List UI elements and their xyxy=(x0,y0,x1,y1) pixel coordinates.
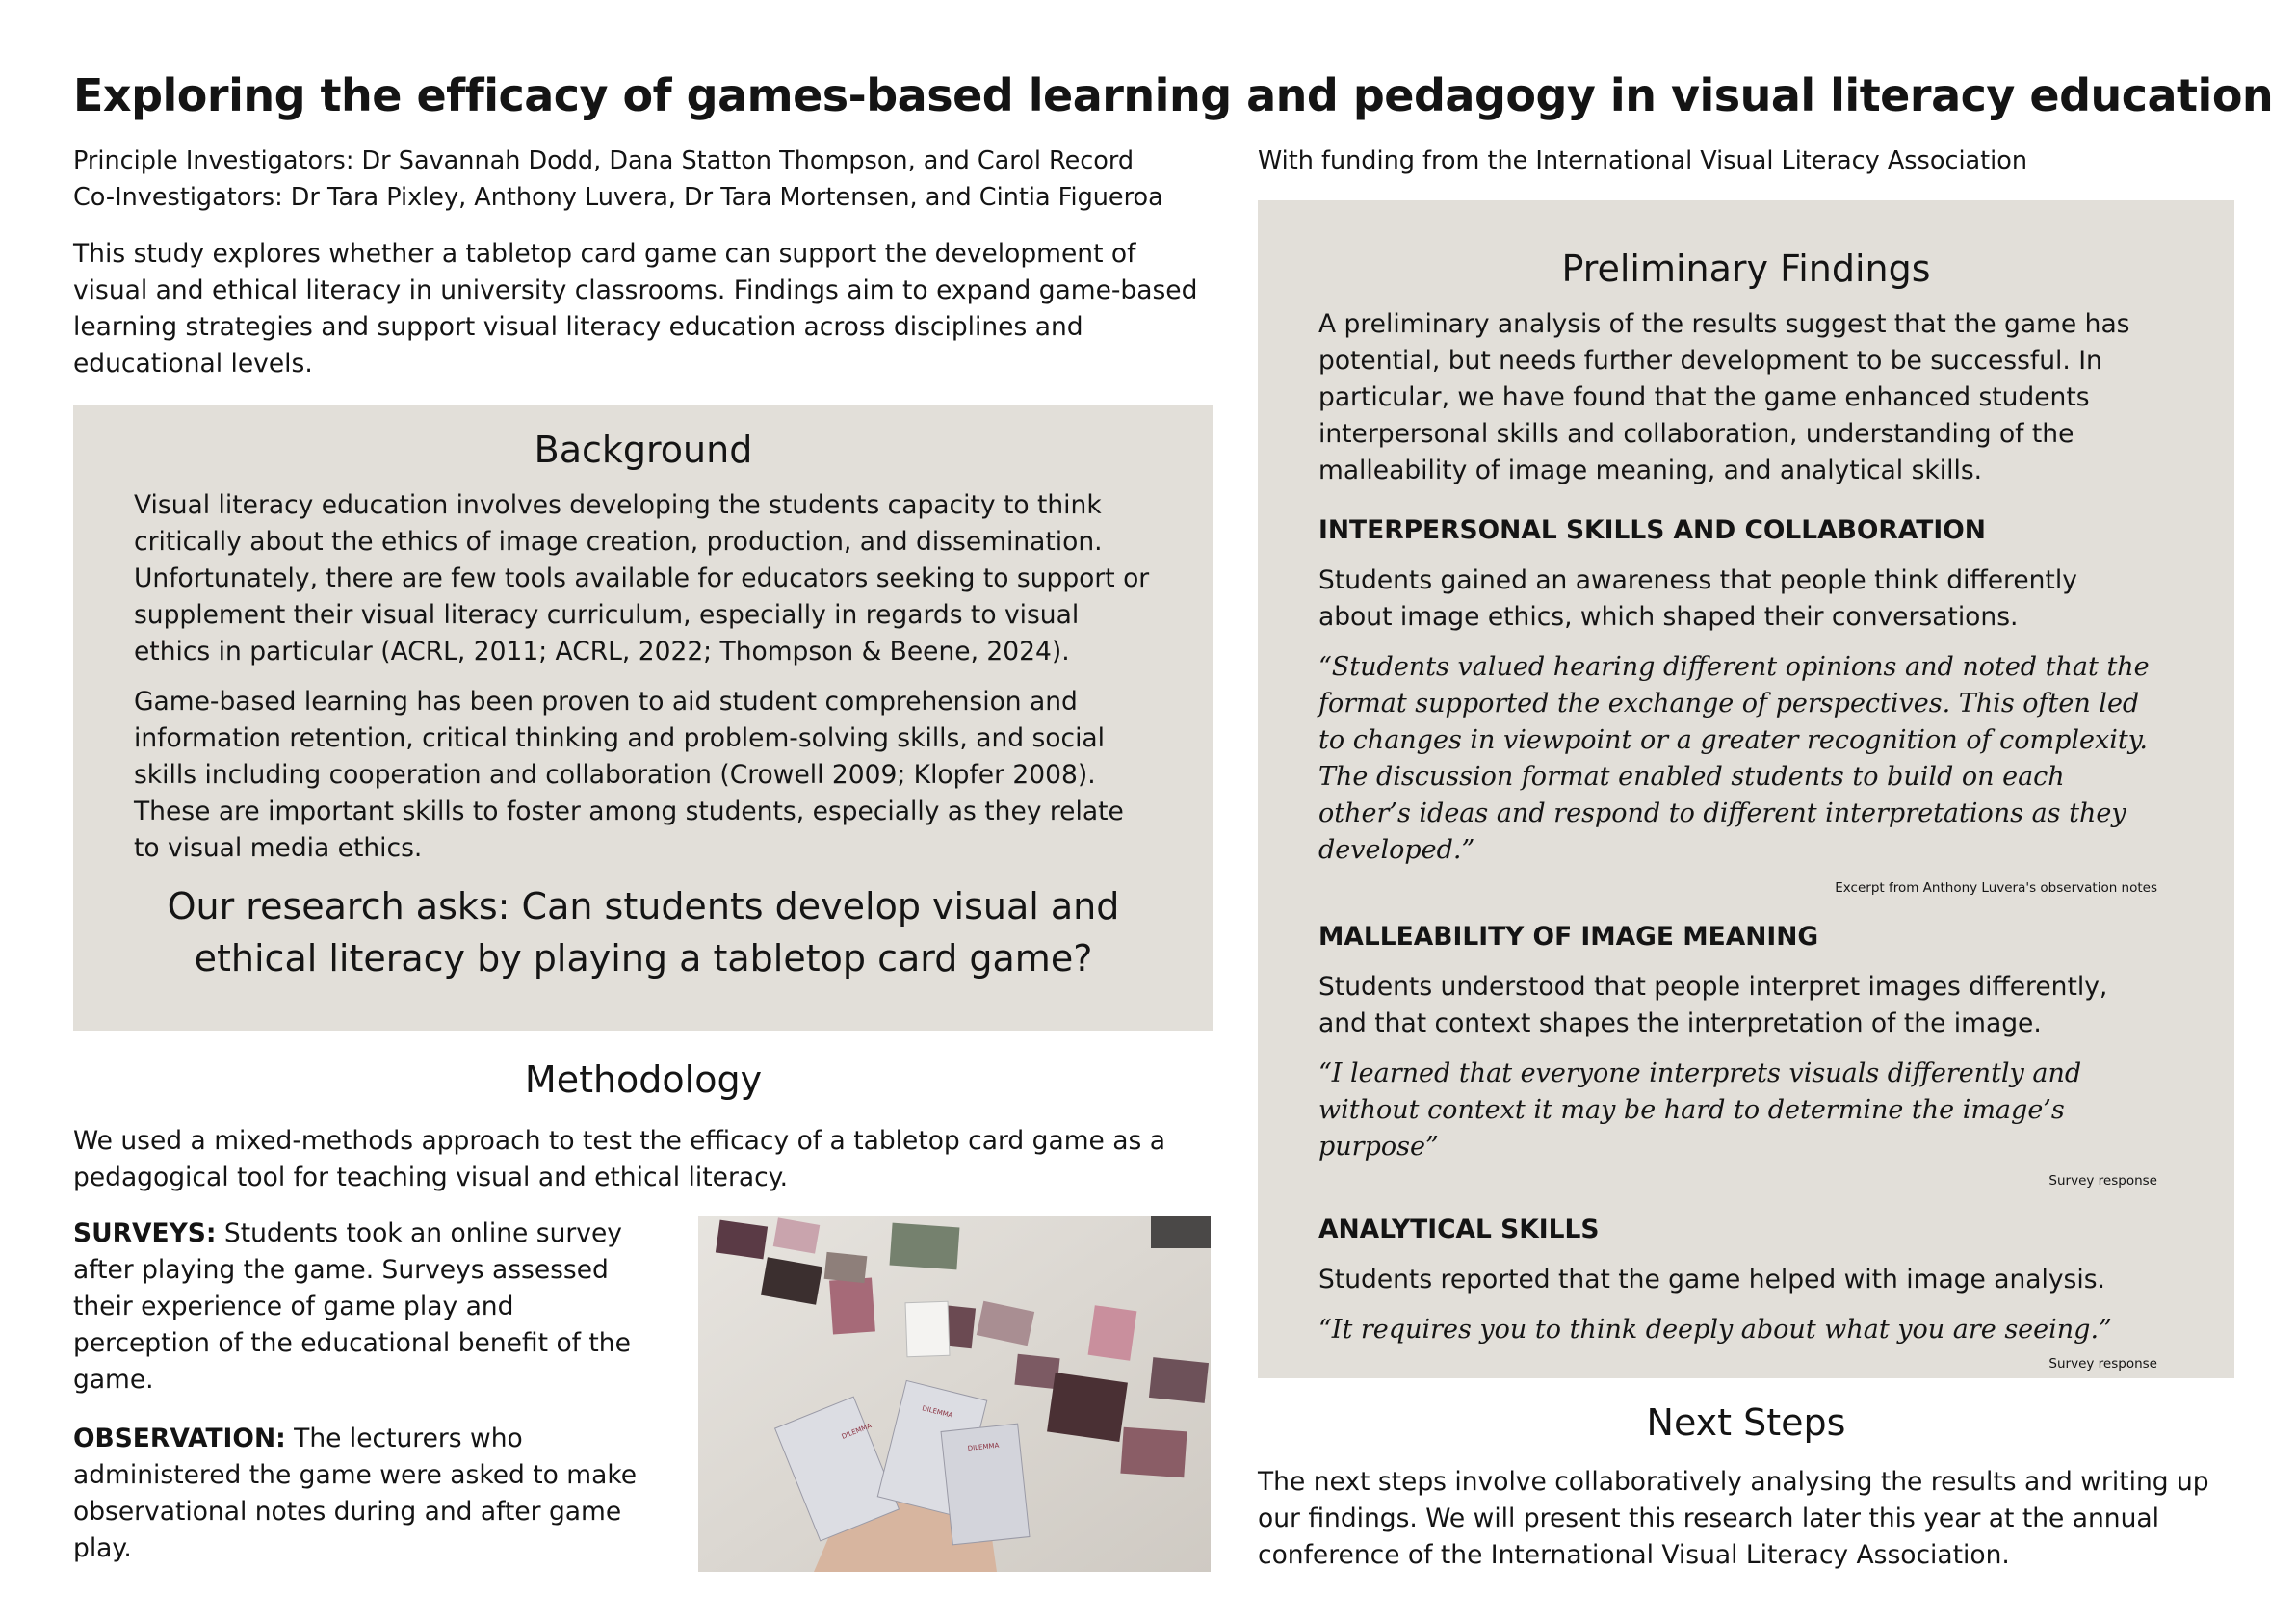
funding-note: With funding from the International Visual Literacy Association xyxy=(1258,146,2028,175)
analytical-heading: ANALYTICAL SKILLS xyxy=(1318,1215,1600,1244)
card-title-3: DILEMMA xyxy=(967,1441,1000,1452)
card-title-1: DILEMMA xyxy=(840,1422,874,1441)
background-section xyxy=(73,405,1213,1031)
card-title-2: DILEMMA xyxy=(921,1404,954,1420)
observation-text: The lecturers who administered the game were asked to make observational notes during and after game play. xyxy=(73,1424,638,1563)
malleability-text: Students understood that people interpret images differently, and that context shapes the interpretation of the image. xyxy=(1318,972,2108,1038)
interpersonal-quote: “Students valued hearing different opinions and noted that the format supported the exchange of perspectives. This often led to changes in viewpoint or a greater recognition of complexity. The discussion format enabled students to build on each other’s ideas and respond to different interpretations as they developed.” xyxy=(1318,652,2150,865)
findings-heading: Preliminary Findings xyxy=(1561,248,1931,290)
background-paragraph-2: Game-based learning has been proven to aid student comprehension and information retention, critical thinking and problem-solving skills, and social skills including cooperation and collaboration (Crowell 2009; Klopfer 2008). These are important skills to foster among students, especially as they relate to visual media ethics. xyxy=(134,687,1124,863)
methodology-heading: Methodology xyxy=(524,1059,763,1101)
poster-title: Exploring the efficacy of games-based learning and pedagogy in visual literacy education xyxy=(73,69,2274,121)
research-question: Our research asks: Can students develop visual and ethical literacy by playing a tabletop card game? xyxy=(167,885,1120,980)
background-heading: Background xyxy=(534,429,753,471)
surveys-text: Students took an online survey after playing the game. Surveys assessed their experience of game play and perception of the educational benefit of the game. xyxy=(73,1218,631,1395)
next-steps-heading: Next Steps xyxy=(1646,1401,1846,1444)
observation-label: OBSERVATION: xyxy=(73,1424,286,1453)
investigators xyxy=(73,143,1229,216)
findings-intro: A preliminary analysis of the results suggest that the game has potential, but needs further development to be successful. In particular, we have found that the game enhanced students interpersonal skills and collaboration, understanding of the malleability of image meaning, and analytical skills. xyxy=(1318,309,2130,485)
analytical-quote: “It requires you to think deeply about what you are seeing.” xyxy=(1318,1315,2112,1345)
analytical-text: Students reported that the game helped with image analysis. xyxy=(1318,1265,2105,1294)
background-paragraph-1: Visual literacy education involves developing the students capacity to think critically about the ethics of image creation, production, and dissemination. Unfortunately, there are few tools available for educators seeking to support or supplement their visual literacy curriculum, especially in regards to visual ethics in particular (ACRL, 2011; ACRL, 2022; Thompson & Beene, 2024). xyxy=(134,490,1150,667)
interpersonal-source: Excerpt from Anthony Luvera's observation notes xyxy=(1835,880,2157,896)
malleability-source: Survey response xyxy=(2048,1173,2157,1189)
interpersonal-text: Students gained an awareness that people think differently about image ethics, which shaped their conversations. xyxy=(1318,565,2077,632)
co-investigators: Co-Investigators: Dr Tara Pixley, Anthony Luvera, Dr Tara Mortensen, and Cintia Figueroa xyxy=(73,183,1163,212)
interpersonal-heading: INTERPERSONAL SKILLS AND COLLABORATION xyxy=(1318,515,1986,545)
card-game-photo xyxy=(698,1216,1211,1572)
analytical-source: Survey response xyxy=(2048,1356,2157,1372)
surveys-label: SURVEYS: xyxy=(73,1218,217,1248)
card-game-photo-illustration xyxy=(698,1216,1211,1572)
surveys-paragraph xyxy=(73,1216,651,1399)
malleability-quote: “I learned that everyone interprets visuals differently and without context it may be hard to determine the image’s purpose” xyxy=(1318,1059,2082,1162)
intro-paragraph: This study explores whether a tabletop card game can support the development of visual and ethical literacy in university classrooms. Findings aim to expand game-based learning strategies and support visual literacy education across disciplines and educational levels. xyxy=(73,239,1198,379)
findings-section xyxy=(1258,200,2234,1378)
principal-investigators: Principle Investigators: Dr Savannah Dodd, Dana Statton Thompson, and Carol Record xyxy=(73,146,1135,175)
observation-paragraph xyxy=(73,1421,651,1567)
malleability-heading: MALLEABILITY OF IMAGE MEANING xyxy=(1318,922,1819,952)
methodology-intro: We used a mixed-methods approach to test the efficacy of a tabletop card game as a pedagogical tool for teaching visual and ethical literacy. xyxy=(73,1126,1165,1192)
next-steps-text: The next steps involve collaboratively analysing the results and writing up our findings. We will present this research later this year at the annual conference of the International Visual Literacy Association. xyxy=(1258,1467,2209,1570)
